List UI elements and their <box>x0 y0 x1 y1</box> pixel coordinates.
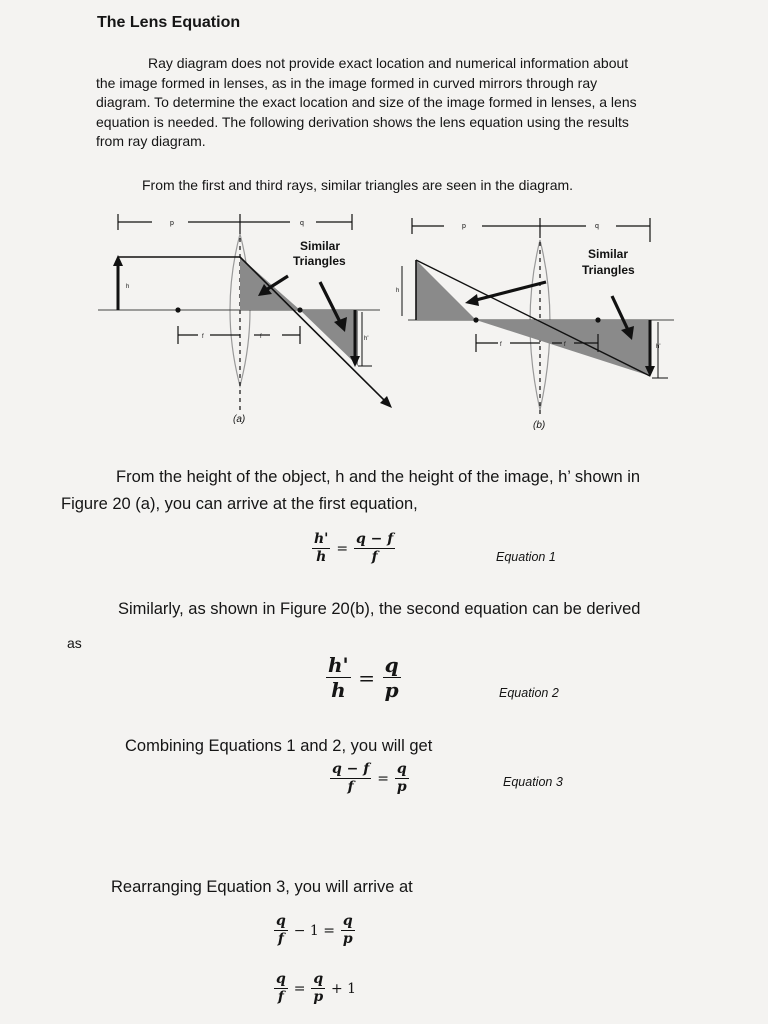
caption-b: (b) <box>533 420 546 431</box>
eq1-rhs-den: f <box>371 549 378 566</box>
eq4-den2: p <box>342 931 353 948</box>
label-f2-b: f <box>564 342 566 348</box>
eq1-rhs-num: q − f <box>354 532 395 549</box>
eq1-lhs-den: h <box>316 549 327 566</box>
rearranging-sentence: Rearranging Equation 3, you will arrive at <box>111 878 413 896</box>
eq2-lhs-den: h <box>331 678 346 702</box>
label-p-b: p <box>462 223 466 230</box>
eq5-den2: p <box>313 989 324 1006</box>
similar-triangles-figure <box>90 200 680 440</box>
triangle-b-right <box>476 320 650 376</box>
triangle-a-right <box>300 310 358 366</box>
label-h-prime-a: h' <box>364 336 369 342</box>
intro-paragraph: Ray diagram does not provide exact location and numerical information about the image formed in lenses, as in the image formed in curved mirrors through ray diagram. To determine the exact location and size of the image formed in lenses, a lens equation is needed. The following derivation shows the lens equation using the results from ray diagram. <box>96 55 637 149</box>
eq5-den1: f <box>277 989 284 1006</box>
label-p-a: p <box>170 220 174 227</box>
eq3-rhs-num: q <box>395 762 409 779</box>
label-f1-b: f <box>500 342 502 348</box>
rays-sentence: From the first and third rays, similar triangles are seen in the diagram. <box>142 177 574 193</box>
eq4-num1: q <box>274 914 288 931</box>
label-f2-a: f <box>260 334 262 340</box>
similar-label-a-1: Similar <box>300 239 341 253</box>
eq4-minus: − 1 = <box>293 922 335 939</box>
eq2-rhs-den: p <box>384 678 399 702</box>
label-q-b: q <box>595 223 599 230</box>
label-h-a: h <box>126 284 130 290</box>
eq5-num2: q <box>311 972 325 989</box>
height-sentence-1: From the height of the object, h and the height of the image, h’ shown in <box>116 468 641 486</box>
equation-2-label: Equation 2 <box>499 686 559 700</box>
equation-2 <box>326 654 401 701</box>
height-sentence-2: Figure 20 (a), you can arrive at the first equation, <box>61 495 418 513</box>
equation-1-label: Equation 1 <box>496 550 556 564</box>
eq5-plus: + 1 <box>331 980 357 997</box>
diagram-a <box>98 214 392 410</box>
similarly-as: as <box>67 635 82 651</box>
similarly-sentence: Similarly, as shown in Figure 20(b), the second equation can be derived <box>118 600 641 618</box>
similar-label-b-2: Triangles <box>582 263 635 277</box>
eq3-lhs-num: q − f <box>330 762 371 779</box>
label-h-prime-b: h' <box>656 344 661 350</box>
eq3-rhs-den: p <box>396 779 407 796</box>
eq1-equals: = <box>336 540 349 557</box>
equation-5 <box>274 972 358 1006</box>
caption-a: (a) <box>233 414 246 425</box>
label-q-a: q <box>300 220 304 227</box>
label-h-b: h <box>396 288 400 294</box>
equation-4 <box>274 914 355 948</box>
eq4-num2: q <box>341 914 355 931</box>
equation-3 <box>330 762 409 796</box>
diagram-b <box>402 218 674 418</box>
eq2-rhs-num: q <box>384 653 399 677</box>
equation-1 <box>312 532 395 566</box>
equation-3-label: Equation 3 <box>503 775 563 789</box>
eq3-equals: = <box>377 770 389 787</box>
combining-sentence: Combining Equations 1 and 2, you will get <box>125 737 433 755</box>
eq3-lhs-den: f <box>347 779 354 796</box>
page-title: The Lens Equation <box>97 14 241 31</box>
eq5-num1: q <box>274 972 288 989</box>
eq4-den1: f <box>277 931 284 948</box>
eq2-lhs-num: h' <box>328 653 349 677</box>
eq5-equals: = <box>293 980 306 997</box>
similar-label-b-1: Similar <box>588 247 629 261</box>
eq2-equals: = <box>358 665 375 690</box>
eq1-lhs-num: h' <box>312 532 330 549</box>
label-f1-a: f <box>202 334 204 340</box>
similar-label-a-2: Triangles <box>293 254 346 268</box>
triangle-b-left <box>416 260 476 320</box>
